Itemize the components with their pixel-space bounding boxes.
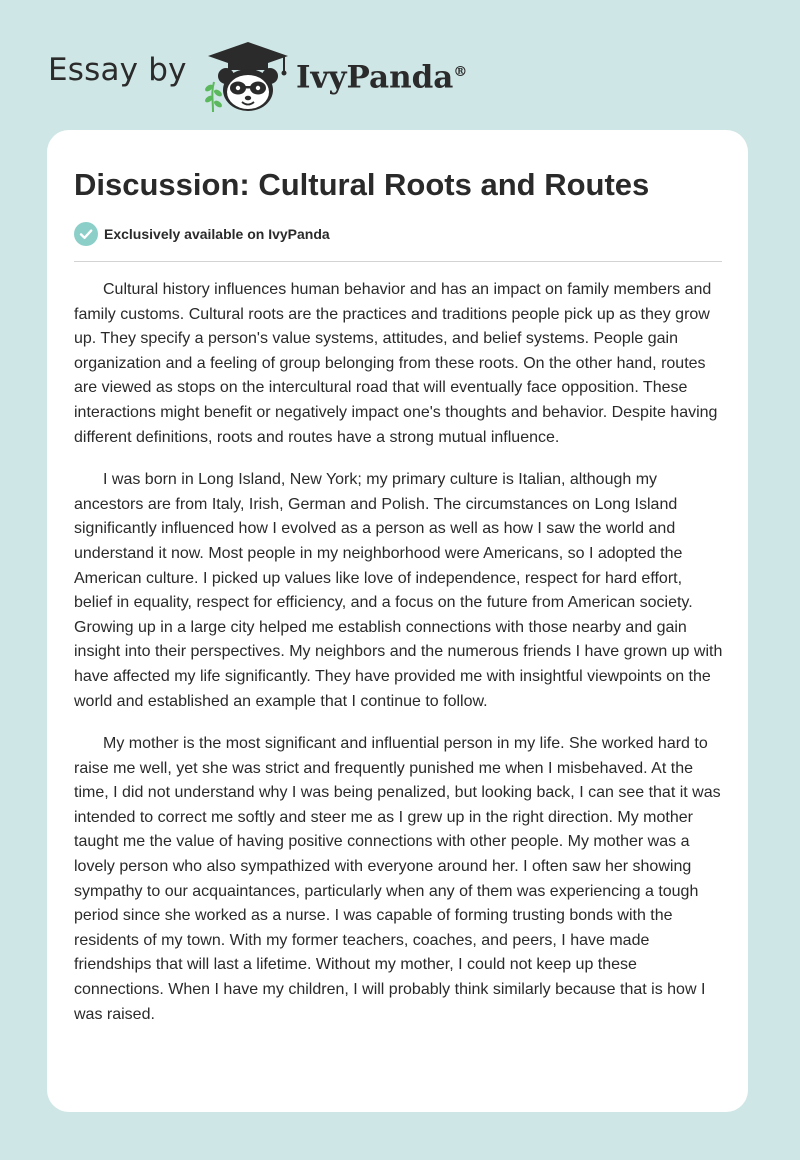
paragraph: I was born in Long Island, New York; my primary culture is Italian, although my ancestors are from Italy, Irish, German and Polish. The circumstances on Long Island significantly influenced how I evolved as a person as well as how I saw the world and understand it now. Most people in my neighborhood were Americans, so I adopted the American culture. I picked up values like love of independence, respect for hard effort, belief in equality, respect for efficiency, and a focus on the future from American society. Growing up in a large city helped me establish connections with those nearby and gain insight into their perspectives. My neighbors and the numerous friends I have grown up with have affected my life significantly. They have provided me with insightful viewpoints on the world and established an example that I continue to follow. xyxy=(74,471,723,710)
essay-card xyxy=(47,130,748,1112)
exclusive-badge xyxy=(74,222,330,246)
brand-prefix: Essay by xyxy=(48,52,187,88)
essay-body xyxy=(74,278,724,1045)
panda-logo-icon[interactable] xyxy=(200,36,296,112)
title-divider xyxy=(74,261,722,262)
brand-name-text: IvyPanda xyxy=(296,59,454,96)
check-circle-icon xyxy=(74,222,98,246)
paragraph: Cultural history influences human behavior and has an impact on family members and family customs. Cultural roots are the practices and traditions people pick up as they grow up. They specify a person's value systems, attitudes, and belief systems. People gain organization and a feeling of group belonging from these roots. On the other hand, routes are viewed as stops on the intercultural road that will eventually face opposition. These interactions might benefit or negatively impact one's thoughts and behavior. Despite having different definitions, roots and routes have a strong mutual influence. xyxy=(74,281,718,446)
exclusive-badge-label: Exclusively available on IvyPanda xyxy=(104,226,330,242)
paragraph: My mother is the most significant and influential person in my life. She worked hard to raise me well, yet she was strict and frequently punished me when I misbehaved. At the time, I did not understand why I was being penalized, but looking back, I can see that it was intended to correct me softly and steer me as I grew up in the right direction. My mother taught me the value of having positive connections with other people. My mother was a lovely person who also sympathized with everyone around her. I often saw her showing sympathy to our acquaintances, particularly when any of them was experiencing a tough period since she worked as a nurse. I was capable of forming trusting bonds with the residents of my town. With my former teachers, coaches, and peers, I have made friendships that will last a lifetime. Without my mother, I could not keep up these connections. When I have my children, I will probably think similarly because that is how I was raised. xyxy=(74,735,721,1023)
registered-mark: ® xyxy=(453,64,468,80)
brand-name[interactable] xyxy=(296,52,467,97)
page-title: Discussion: Cultural Roots and Routes xyxy=(74,167,650,202)
site-header xyxy=(0,0,800,130)
